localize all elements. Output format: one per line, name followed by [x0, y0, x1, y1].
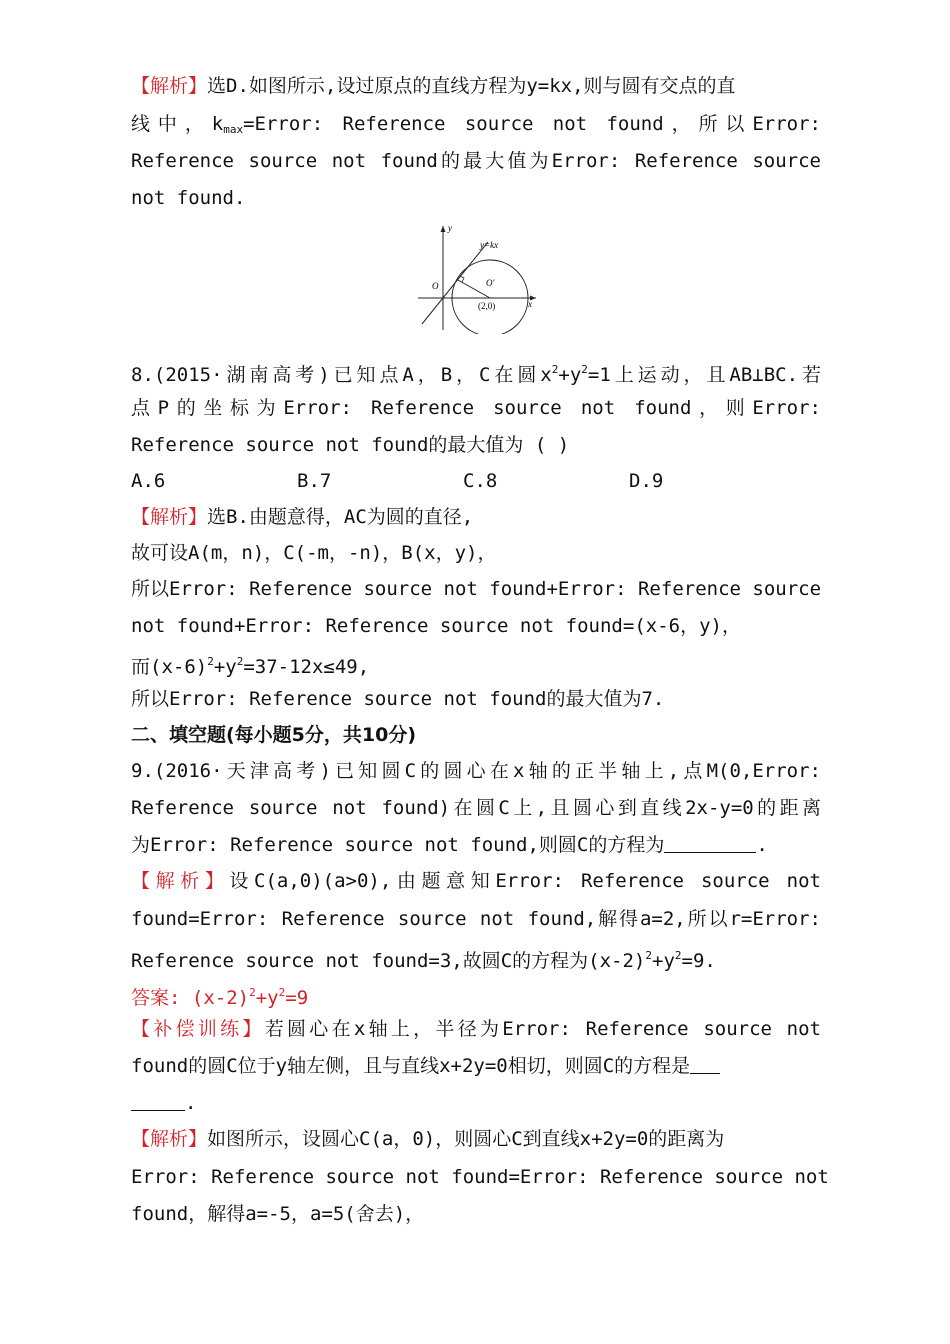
center-label: O′	[486, 278, 495, 288]
section-title: 二、填空题(每小题5分，共10分)	[131, 724, 417, 746]
extra-tag: 【补偿训练】	[131, 1018, 265, 1040]
solution-tag: 【解析】	[131, 870, 230, 892]
q7-solution-line-3: Reference source not found的最大值为Error: Reference source	[131, 150, 821, 172]
q9-answer: 答案: $(x-2)^2+y^2=9$	[131, 986, 309, 1009]
line-label: y=kx	[480, 240, 499, 250]
answer-blank[interactable]	[664, 830, 756, 853]
q8-solution-line-1: 【解析】选B.由题意得，AC为圆的直径,	[131, 506, 474, 528]
q8-solution-line-4: not found+Error: Reference source not found=(x-6，y)，	[131, 615, 741, 637]
y-label: y	[448, 223, 452, 233]
q9-solution-line-2: found=Error: Reference source not found,解得a=2,所以r=Error:	[131, 908, 821, 930]
solution-tag: 【解析】	[131, 75, 208, 97]
y-axis-arrow	[441, 226, 446, 232]
option-b: B.7	[297, 470, 332, 492]
extra-line-1: 【补偿训练】若圆心在x轴上，半径为Error: Reference source not	[131, 1018, 821, 1040]
extra-solution-line-1: 【解析】如图所示，设圆心C(a，0)，则圆心C到直线x+2y=0的距离为	[131, 1128, 725, 1150]
q8-solution-line-3: 所以Error: Reference source not found+Error: Reference source	[131, 578, 822, 600]
circle-tangent-figure	[410, 218, 540, 334]
q9-solution-line-3: Reference source not found=3,故圆C的方程为$(x-2)^2+y^2=9$.	[131, 949, 716, 972]
q8-options	[131, 466, 821, 496]
q8-line-3: Reference source not found的最大值为 ( )	[131, 434, 570, 456]
option-d: D.9	[629, 470, 664, 492]
q8-solution-line-5: 而$(x-6)^2+y^2=37-12x\le 49$,	[131, 655, 370, 678]
solution-tag: 【解析】	[131, 506, 208, 528]
q9-line-3: 为Error: Reference source not found,则圆C的方程为 .	[131, 830, 821, 860]
q8-solution-line-6: 所以Error: Reference source not found的最大值为7.	[131, 688, 665, 710]
q9-line-1: 9.(2016·天津高考)已知圆C的圆心在x轴的正半轴上,点M(0,Error:	[131, 760, 821, 782]
q7-solution-line-1: 【解析】选D.如图所示,设过原点的直线方程为y=kx,则与圆有交点的直	[131, 75, 736, 97]
answer-blank-part-2[interactable]	[131, 1088, 185, 1111]
q9-solution-line-1: 【解析】设C(a,0)(a>0),由题意知Error: Reference source not	[131, 870, 821, 892]
center-coord: (2,0)	[478, 301, 496, 311]
q8-solution-line-2: 故可设A(m，n)，C(-m，-n)，B(x，y)，	[131, 542, 497, 564]
solution-tag: 【解析】	[131, 1128, 208, 1150]
origin-label: O	[432, 281, 439, 291]
option-c: C.8	[463, 470, 498, 492]
q9-line-2: Reference source not found)在圆C上,且圆心到直线2x-y=0的距离	[131, 797, 821, 819]
option-a: A.6	[131, 470, 166, 492]
extra-solution-line-2: Error: Reference source not found=Error: Reference source not	[131, 1166, 829, 1188]
q8-line-2: 点P的坐标为Error: Reference source not found，则Error:	[131, 397, 821, 419]
extra-line-2: found的圆C位于y轴左侧，且与直线x+2y=0相切，则圆C的方程是	[131, 1051, 821, 1081]
q8-line-1: 8.(2015·湖南高考)已知点A，B，C在圆$x^2+y^2=1$上运动，且AB⊥BC.若	[131, 363, 821, 386]
extra-line-3: .	[131, 1088, 821, 1118]
extra-solution-line-3: found，解得a=-5，a=5(舍去)，	[131, 1203, 425, 1225]
circle	[452, 260, 528, 334]
answer-blank-part-1[interactable]	[690, 1051, 720, 1074]
x-label: x	[528, 299, 532, 309]
q7-solution-line-4: not found.	[131, 187, 246, 209]
q7-solution-line-2: 线中，$k_{max}=Error$: Reference source not found，所以Error:	[131, 113, 821, 136]
